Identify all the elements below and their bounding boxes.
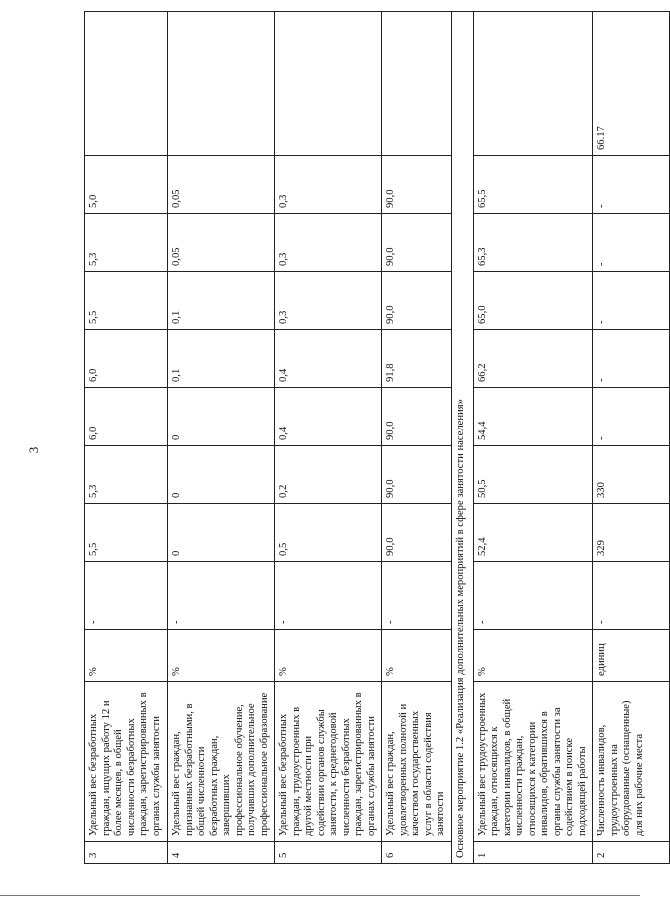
value-cell	[275, 12, 382, 156]
indicator-name: Численность инвалидов, трудоустроенных на оборудованные (оснащенные) для них рабочие места	[593, 682, 670, 842]
value-cell: 0,05	[168, 156, 275, 214]
table-row	[382, 12, 452, 864]
row-number: 6	[382, 842, 452, 864]
value-cell: 0	[168, 504, 275, 562]
unit-cell: единиц	[593, 630, 670, 682]
indicators-table	[84, 11, 670, 864]
value-cell: -	[593, 562, 670, 630]
value-cell: 0,1	[168, 330, 275, 388]
value-cell: 90,0	[382, 388, 452, 446]
unit-cell: %	[473, 630, 593, 682]
value-cell: 0	[168, 388, 275, 446]
value-cell: 0	[168, 446, 275, 504]
value-cell: 5,3	[85, 446, 168, 504]
value-cell	[382, 12, 452, 156]
value-cell: -	[473, 562, 593, 630]
value-cell: 65,3	[473, 214, 593, 272]
value-cell: -	[593, 272, 670, 330]
row-number: 5	[275, 842, 382, 864]
value-cell: 65,5	[473, 156, 593, 214]
value-cell: 5,5	[85, 504, 168, 562]
row-number: 3	[85, 842, 168, 864]
value-cell: 54,4	[473, 388, 593, 446]
indicator-name: Удельный вес трудоустроенных граждан, относящихся к категории инвалидов, в общей численности граждан, относящихся к категории инвалидов, обратившихся в органы службы занятости за содействием в поиске подходящей работы	[473, 682, 593, 842]
value-cell: 0,4	[275, 330, 382, 388]
value-cell: 0,2	[275, 446, 382, 504]
value-cell: -	[382, 562, 452, 630]
table-row	[168, 12, 275, 864]
indicator-name: Удельный вес безработных граждан, ищущих работу 12 и более месяцев, в общей численности безработных граждан, зарегистрированных в органах службы занятости	[85, 682, 168, 842]
bottom-rule	[0, 895, 640, 896]
value-cell: 0,5	[275, 504, 382, 562]
unit-cell: %	[382, 630, 452, 682]
value-cell: 6,0	[85, 388, 168, 446]
page-number: 3	[26, 446, 41, 454]
value-cell: 5,0	[85, 156, 168, 214]
row-number: 1	[473, 842, 593, 864]
value-cell: 90,0	[382, 272, 452, 330]
value-cell: 66.17	[593, 12, 670, 156]
section-title: Основное мероприятие 1.2 «Реализация дополнительных мероприятий в сфере занятости населения»	[451, 12, 473, 864]
value-cell: 0,05	[168, 214, 275, 272]
value-cell: 52,4	[473, 504, 593, 562]
value-cell: 90,0	[382, 504, 452, 562]
value-cell: 0,1	[168, 272, 275, 330]
value-cell: -	[593, 214, 670, 272]
indicator-name: Удельный вес граждан, признанных безработными, в общей численности безработных граждан, завершивших профессиональное обучение, получивших дополнительное профессиональное образование	[168, 682, 275, 842]
value-cell: 0,3	[275, 156, 382, 214]
value-cell: 90,0	[382, 446, 452, 504]
value-cell: 90,0	[382, 214, 452, 272]
value-cell: 330	[593, 446, 670, 504]
row-number: 2	[593, 842, 670, 864]
value-cell: 66,2	[473, 330, 593, 388]
value-cell: 6,0	[85, 330, 168, 388]
value-cell: -	[593, 388, 670, 446]
value-cell: 65,0	[473, 272, 593, 330]
value-cell: -	[593, 330, 670, 388]
value-cell: -	[275, 562, 382, 630]
value-cell: 0,4	[275, 388, 382, 446]
value-cell: 91,8	[382, 330, 452, 388]
value-cell	[85, 12, 168, 156]
unit-cell: %	[168, 630, 275, 682]
value-cell: 50,5	[473, 446, 593, 504]
table-row	[275, 12, 382, 864]
table-row	[473, 12, 593, 864]
value-cell: 0,3	[275, 214, 382, 272]
value-cell: 5,3	[85, 214, 168, 272]
table-container	[84, 34, 645, 864]
table-row	[593, 12, 670, 864]
unit-cell: %	[85, 630, 168, 682]
row-number: 4	[168, 842, 275, 864]
value-cell: 90,0	[382, 156, 452, 214]
indicator-name: Удельный вес граждан, удовлетворенных полнотой и качеством государственных услуг в области содействия занятости	[382, 682, 452, 842]
value-cell	[473, 12, 593, 156]
value-cell: -	[593, 156, 670, 214]
value-cell: -	[85, 562, 168, 630]
section-row	[451, 12, 473, 864]
value-cell: 0,3	[275, 272, 382, 330]
value-cell: 329	[593, 504, 670, 562]
value-cell: -	[168, 562, 275, 630]
unit-cell: %	[275, 630, 382, 682]
value-cell: 5,5	[85, 272, 168, 330]
table-row	[85, 12, 168, 864]
value-cell	[168, 12, 275, 156]
indicator-name: Удельный вес безработных граждан, трудоустроенных в другой местности при содействии органов службы занятости, к среднегодовой численности безработных граждан, зарегистрированных в органах службы занятости	[275, 682, 382, 842]
